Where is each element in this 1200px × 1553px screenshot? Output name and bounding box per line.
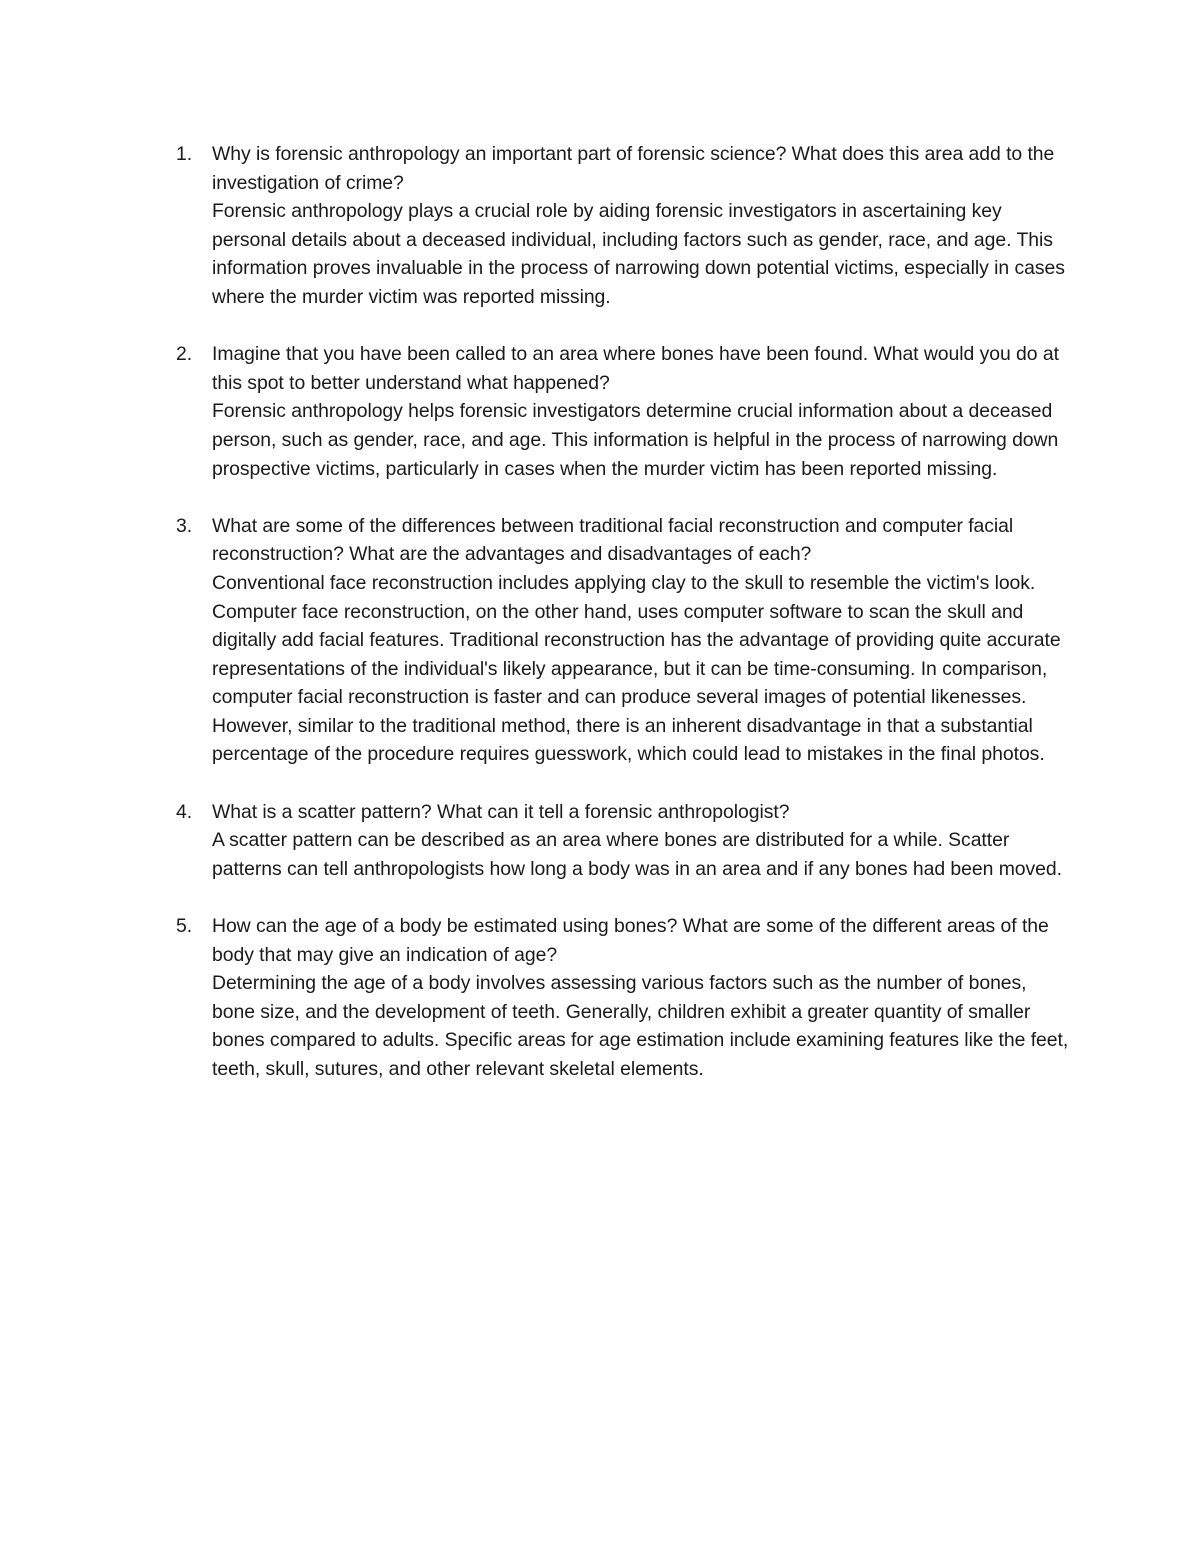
question-number: 2. xyxy=(176,343,193,366)
question-body xyxy=(212,798,1072,884)
question-body xyxy=(212,140,1072,312)
question-number: 4. xyxy=(176,800,193,823)
answer-text: A scatter pattern can be described as an area where bones are distributed for a while. Scatter patterns can tell anthropologists how long a body was in an area and if any bones had been moved. xyxy=(212,829,1062,880)
answer-text: Determining the age of a body involves assessing various factors such as the number of bones, bone size, and the development of teeth. Generally, children exhibit a greater quantity of smaller bones compared to adults. Specific areas for age estimation include examining features like the feet, teeth, skull, sutures, and other relevant skeletal elements. xyxy=(212,972,1069,1080)
answer-text: Forensic anthropology plays a crucial role by aiding forensic investigators in ascertaining key personal details about a deceased individual, including factors such as gender, race, and age. This information proves invaluable in the process of narrowing down potential victims, especially in cases where the murder victim was reported missing. xyxy=(212,200,1065,308)
question-body xyxy=(212,912,1072,1084)
question-number: 5. xyxy=(176,915,193,938)
question-item-3 xyxy=(0,512,1200,769)
answer-text: Conventional face reconstruction includes applying clay to the skull to resemble the victim's look. Computer face reconstruction, on the other hand, uses computer software to scan the skull and digitally add facial features. Traditional reconstruction has the advantage of providing quite accurate representations of the individual's likely appearance, but it can be time-consuming. In comparison, computer facial reconstruction is faster and can produce several images of potential likenesses. However, similar to the traditional method, there is an inherent disadvantage in that a substantial percentage of the procedure requires guesswork, which could lead to mistakes in the final photos. xyxy=(212,571,1061,766)
question-item-4 xyxy=(0,798,1200,884)
question-body xyxy=(212,512,1072,769)
question-text: What is a scatter pattern? What can it tell a forensic anthropologist? xyxy=(212,800,790,823)
question-text: Why is forensic anthropology an important part of forensic science? What does this area add to the investigation of crime? xyxy=(212,143,1055,194)
answer-text: Forensic anthropology helps forensic investigators determine crucial information about a deceased person, such as gender, race, and age. This information is helpful in the process of narrowing down prospective victims, particularly in cases when the murder victim has been reported missing. xyxy=(212,400,1059,480)
question-item-5 xyxy=(0,912,1200,1084)
question-body xyxy=(212,340,1072,483)
question-number: 3. xyxy=(176,514,193,537)
question-item-2 xyxy=(0,340,1200,483)
question-number: 1. xyxy=(176,143,193,165)
question-list xyxy=(0,140,1200,1112)
question-text: How can the age of a body be estimated using bones? What are some of the different areas of the body that may give an indication of age? xyxy=(212,915,1049,966)
question-text: Imagine that you have been called to an area where bones have been found. What would you do at this spot to better understand what happened? xyxy=(212,343,1059,394)
question-text: What are some of the differences between traditional facial reconstruction and computer facial reconstruction? What are the advantages and disadvantages of each? xyxy=(212,514,1014,566)
question-item-1 xyxy=(0,140,1200,312)
